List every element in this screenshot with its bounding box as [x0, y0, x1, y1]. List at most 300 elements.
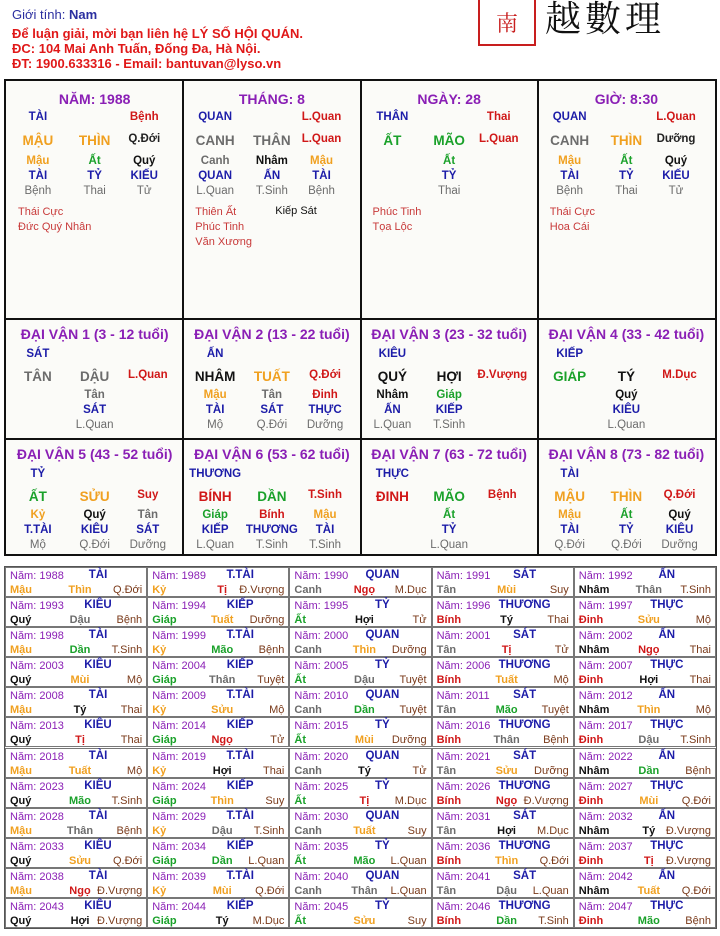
year-chi: Sửu: [211, 704, 234, 717]
luck-period-main: [361, 489, 538, 505]
luck-period-cell: [538, 318, 715, 438]
pillar-cell: [6, 81, 183, 318]
luck-period-phase: Bệnh: [487, 489, 517, 501]
year-star: TỶ: [375, 839, 390, 852]
year-phase: Suy: [265, 794, 285, 807]
year-chi: Dần: [69, 644, 91, 657]
year-label: Năm: 1988: [10, 570, 64, 582]
year-chi: Tý: [215, 914, 229, 927]
year-chi: Mùi: [639, 794, 659, 807]
year-phase: Thai: [120, 704, 143, 717]
pillar-entry: MÃO: [433, 133, 465, 148]
year-phase: Bệnh: [685, 914, 711, 927]
luck-period-star: TÀI: [560, 468, 579, 480]
luck-period-entry: Q.Đới: [79, 539, 110, 551]
luck-period-can: TÂN: [24, 369, 52, 384]
year-can: Kỷ: [152, 764, 167, 777]
year-star: QUAN: [365, 689, 400, 702]
luck-period-phase: Suy: [137, 489, 159, 501]
year-star: THƯƠNG: [498, 599, 551, 612]
year-phase: M.Dục: [394, 794, 427, 807]
year-phase: L.Quan: [390, 884, 427, 897]
luck-period-phase: M.Dục: [662, 369, 697, 381]
luck-period-star: THỰC: [375, 468, 409, 480]
year-phase: Bệnh: [685, 764, 711, 777]
four-pillars-grid: [4, 79, 717, 556]
luck-period-main: [538, 369, 715, 385]
year-label: Năm: 2002: [578, 630, 633, 643]
year-phase: T.Sinh: [253, 824, 285, 837]
pillar-row: [538, 155, 715, 171]
luck-period-chi: TÝ: [617, 369, 635, 384]
year-cell: [432, 808, 574, 838]
pillar-notes: [18, 205, 91, 235]
year-chi: Ngọ: [638, 644, 660, 657]
year-chi: Mùi: [212, 884, 232, 897]
luck-period-entry: Mộ: [29, 539, 46, 551]
year-star: THỰC: [650, 659, 684, 672]
year-phase: Mộ: [553, 674, 569, 687]
year-cell: [432, 657, 574, 687]
pillar-title: THÁNG: 8: [238, 91, 305, 107]
year-chi: Dậu: [69, 614, 91, 627]
year-label: Năm: 1997: [578, 600, 633, 613]
year-cell: [147, 627, 289, 657]
pillar-row: [6, 170, 183, 186]
year-phase: Đ.Vượng: [523, 794, 569, 807]
year-cell: [5, 748, 147, 778]
pillar-entry: Bệnh: [24, 185, 52, 197]
year-chi: Thân: [493, 734, 520, 747]
pillar-entry: THÌN: [610, 133, 643, 148]
year-label: Năm: 2037: [578, 840, 633, 853]
year-cell: [574, 838, 716, 868]
year-cell: [289, 838, 431, 868]
year-chi: Ngọ: [495, 794, 518, 807]
year-star: ẤN: [658, 869, 676, 882]
year-star: TÀI: [88, 629, 108, 642]
pillar-entry: Bệnh: [556, 185, 584, 197]
pillar-row: [6, 111, 183, 127]
pillar-entry: T.Sinh: [255, 185, 288, 197]
year-can: Mậu: [10, 584, 32, 596]
year-can: Quý: [10, 854, 32, 867]
year-label: Năm: 2034: [152, 840, 206, 853]
year-can: Bính: [436, 674, 462, 687]
year-phase: T.Sinh: [680, 584, 711, 596]
pillar-entry: TÀI: [560, 170, 579, 182]
luck-period-entry: L.Quan: [75, 419, 114, 431]
luck-period-entry: THƯƠNG: [245, 524, 298, 536]
year-can: Quý: [10, 794, 32, 807]
pillar-cell: [361, 81, 538, 318]
year-label: Năm: 2027: [578, 780, 633, 793]
luck-period-entry: Q.Đới: [554, 539, 585, 551]
year-star: QUAN: [365, 809, 400, 822]
year-can: Ất: [294, 794, 306, 807]
year-can: Kỷ: [152, 584, 167, 596]
luck-period-entry: L.Quan: [607, 419, 646, 431]
year-cell: [432, 597, 574, 627]
year-star: SÁT: [513, 869, 537, 882]
pillar-entry: Thai: [437, 185, 461, 197]
year-star: QUAN: [365, 629, 400, 642]
year-chi: Ngọ: [69, 884, 91, 897]
year-label: Năm: 2024: [152, 780, 206, 793]
luck-period-row: [6, 419, 183, 435]
year-cell: [574, 687, 716, 717]
luck-period-entry: Quý: [668, 509, 691, 521]
year-can: Kỷ: [152, 884, 167, 897]
year-chi: Thìn: [68, 584, 92, 596]
luck-period-cell: [361, 318, 538, 438]
year-phase: Dưỡng: [391, 644, 427, 657]
luck-period-chi: SỬU: [79, 489, 110, 504]
year-star: TỶ: [375, 659, 390, 672]
year-chi: Mùi: [354, 734, 374, 747]
year-star: THỰC: [650, 779, 684, 792]
pillar-note: Phúc Tinh: [372, 206, 422, 218]
year-phase: Suy: [407, 914, 427, 927]
year-label: Năm: 2001: [436, 630, 491, 643]
year-label: Năm: 2021: [436, 750, 491, 763]
year-cell: [574, 748, 716, 778]
year-can: Tân: [436, 584, 457, 596]
luck-period-title: ĐẠI VẬN 8 (73 - 82 tuổi): [548, 446, 705, 462]
luck-period-entry: Giáp: [202, 509, 228, 521]
luck-period-entry: Dưỡng: [306, 419, 344, 431]
year-chi: Sửu: [495, 764, 518, 777]
luck-period-row: [538, 389, 715, 405]
luck-period-title: ĐẠI VẬN 7 (63 - 72 tuổi): [371, 446, 527, 462]
pillar-row: [361, 133, 538, 149]
year-can: Canh: [294, 644, 322, 657]
year-cell: [289, 868, 431, 898]
year-chi: Dậu: [354, 674, 375, 687]
pillar-row: [183, 170, 360, 186]
pillar-entry: THÂN: [253, 133, 291, 148]
luck-period-chi: TUẤT: [253, 369, 290, 384]
pillar-row: [183, 111, 360, 127]
year-phase: L.Quan: [248, 854, 285, 867]
year-label: Năm: 2045: [294, 900, 349, 913]
pillar-row: [6, 185, 183, 201]
year-cell: [5, 808, 147, 838]
year-phase: Mộ: [126, 764, 143, 777]
luck-period-entry: TÀI: [205, 404, 225, 416]
year-label: Năm: 2012: [578, 690, 633, 703]
year-phase: Đ.Vượng: [665, 854, 711, 867]
pillar-entry: Mậu: [26, 155, 50, 167]
luck-period-row: [361, 524, 538, 540]
year-cell: [574, 808, 716, 838]
year-label: Năm: 2044: [152, 900, 206, 913]
year-cell: [5, 657, 147, 687]
year-can: Quý: [10, 674, 32, 687]
pillar-entry: L.Quan: [196, 185, 234, 197]
year-star: KIÊU: [84, 599, 112, 612]
year-cell: [147, 808, 289, 838]
year-chi: Dần: [354, 704, 375, 717]
pillar-entry: Quý: [133, 155, 156, 167]
year-label: Năm: 1995: [294, 600, 349, 613]
luck-period-row: [183, 509, 360, 525]
year-chi: Sửu: [353, 914, 376, 927]
pillar-entry: TỶ: [619, 170, 634, 182]
year-phase: Tử: [554, 644, 569, 657]
luck-period-row: [538, 539, 715, 555]
year-chi: Thìn: [494, 854, 519, 867]
year-phase: Bệnh: [116, 614, 143, 627]
luck-period-entry: TỶ: [441, 524, 457, 536]
year-cell: [147, 778, 289, 808]
year-label: Năm: 1998: [10, 630, 64, 643]
luck-period-entry: Mậu: [558, 509, 582, 521]
year-cell: [574, 898, 716, 928]
pillar-entry: QUAN: [198, 111, 233, 123]
luck-period-title: ĐẠI VẬN 6 (53 - 62 tuổi): [194, 446, 350, 462]
year-phase: Đ.Vượng: [97, 914, 143, 927]
year-chi: Tuất: [353, 824, 376, 837]
year-label: Năm: 2030: [294, 810, 349, 823]
year-cell: [147, 717, 289, 747]
luck-period-entry: Q.Đới: [611, 539, 642, 551]
year-cell: [147, 748, 289, 778]
pillar-note: Đức Quý Nhân: [18, 221, 92, 233]
year-can: Ất: [294, 734, 306, 747]
luck-period-entry: Mậu: [203, 389, 227, 401]
year-label: Năm: 2004: [152, 660, 206, 673]
luck-period-entry: ẤN: [384, 404, 401, 416]
year-label: Năm: 2008: [10, 690, 64, 703]
year-can: Đinh: [578, 914, 604, 927]
pillar-entry: L.Quan: [301, 111, 342, 123]
year-star: KIẾP: [226, 599, 254, 612]
year-cell: [5, 597, 147, 627]
year-label: Năm: 2005: [294, 660, 349, 673]
year-chi: Dần: [211, 854, 233, 867]
year-star: THỰC: [650, 839, 684, 852]
luck-period-row: [538, 509, 715, 525]
luck-period-star: THƯƠNG: [189, 468, 242, 480]
luck-period-main: [361, 369, 538, 385]
year-star: ẤN: [658, 749, 676, 762]
year-chi: Thân: [351, 884, 378, 897]
luck-period-title: ĐẠI VẬN 5 (43 - 52 tuổi): [16, 446, 173, 462]
year-cell: [289, 808, 431, 838]
luck-period-entry: L.Quan: [430, 539, 468, 551]
year-chi: Tý: [357, 764, 371, 777]
year-star: THỰC: [650, 719, 684, 732]
luck-period-star: SÁT: [26, 348, 50, 360]
year-star: SÁT: [513, 749, 537, 762]
pillar-row: [183, 133, 360, 149]
luck-period-entry: Nhâm: [376, 389, 409, 401]
pillar-row: [6, 133, 183, 149]
pillar-row: [538, 133, 715, 149]
pillar-entry: Canh: [200, 155, 230, 167]
year-chi: Tý: [500, 614, 514, 627]
luck-period-chi: MÃO: [433, 489, 465, 504]
year-cell: [574, 717, 716, 747]
year-star: THỰC: [650, 899, 684, 912]
pillar-entry: KIẾU: [662, 170, 690, 182]
year-phase: Tuyệt: [399, 674, 427, 687]
luck-period-entry: Tân: [261, 389, 283, 401]
year-label: Năm: 1996: [436, 600, 491, 613]
pillar-entry: MẬU: [22, 133, 54, 148]
luck-period-title: ĐẠI VẬN 4 (33 - 42 tuổi): [548, 326, 705, 342]
luck-period-chi: DẬU: [80, 369, 110, 384]
year-phase: T.Sinh: [111, 644, 143, 657]
luck-period-row: [361, 539, 538, 555]
year-can: Mậu: [10, 644, 32, 657]
year-can: Tân: [436, 704, 457, 717]
year-phase: Mộ: [126, 674, 143, 687]
luck-period-row: [538, 419, 715, 435]
year-can: Quý: [10, 914, 32, 927]
pillar-entry: TÀI: [28, 111, 48, 123]
pillar-note: Thái Cực: [18, 206, 64, 218]
year-cell: [574, 868, 716, 898]
pillar-entry: L.Quan: [656, 111, 696, 123]
year-star: T.TÀI: [226, 809, 254, 822]
year-cell: [5, 627, 147, 657]
year-can: Quý: [10, 614, 32, 627]
year-label: Năm: 1990: [294, 570, 349, 582]
year-can: Bính: [436, 854, 462, 867]
year-star: TÀI: [88, 749, 108, 762]
gender-line: Giới tính: Nam: [12, 7, 98, 22]
year-can: Giáp: [152, 854, 177, 867]
luck-period-row: [6, 524, 183, 540]
year-cell: [289, 597, 431, 627]
year-phase: Thai: [689, 674, 711, 687]
year-cell: [147, 868, 289, 898]
year-cell: [574, 627, 716, 657]
year-chi: Hợi: [497, 824, 516, 837]
year-phase: Tử: [270, 734, 285, 747]
year-can: Giáp: [152, 914, 177, 927]
year-star: KIÊU: [84, 659, 112, 672]
year-label: Năm: 1991: [436, 570, 491, 582]
year-phase: Đ.Vượng: [665, 824, 711, 837]
pillar-row: [183, 185, 360, 201]
year-label: Năm: 2040: [294, 870, 349, 883]
luck-period-can: ĐINH: [375, 489, 409, 504]
year-cell: [5, 567, 147, 597]
year-label: Năm: 2041: [436, 870, 491, 883]
year-chi: Thìn: [210, 794, 234, 807]
year-chi: Tị: [217, 584, 228, 596]
luck-period-entry: KIẾP: [435, 404, 463, 416]
year-star: SÁT: [513, 809, 537, 822]
pillar-row: [183, 155, 360, 171]
year-star: THƯƠNG: [498, 899, 551, 912]
year-can: Ất: [294, 854, 306, 867]
year-star: TỶ: [375, 779, 390, 792]
luck-period-row: [538, 524, 715, 540]
year-can: Đinh: [578, 734, 604, 747]
year-phase: Dưỡng: [391, 734, 427, 747]
year-chi: Thìn: [637, 704, 661, 717]
year-star: QUAN: [365, 869, 400, 882]
pillar-note: Thái Cực: [549, 206, 596, 218]
year-chi: Dậu: [638, 734, 660, 747]
year-cell: [432, 687, 574, 717]
year-star: T.TÀI: [226, 629, 254, 642]
year-label: Năm: 2011: [436, 690, 490, 703]
year-chi: Dậu: [496, 884, 517, 897]
pillar-notes: [550, 205, 595, 235]
luck-period-row: [183, 389, 360, 405]
luck-period-cell: [6, 438, 183, 556]
year-label: Năm: 1993: [10, 600, 64, 613]
year-star: SÁT: [513, 629, 537, 642]
year-label: Năm: 2015: [294, 720, 349, 733]
luck-period-can: NHÂM: [194, 369, 236, 384]
luck-period-title: ĐẠI VẬN 1 (3 - 12 tuổi): [20, 326, 169, 342]
year-can: Tân: [436, 884, 457, 897]
year-can: Kỷ: [152, 644, 167, 657]
year-cell: [432, 567, 574, 597]
pillar-entry: Nhâm: [255, 155, 288, 167]
luck-period-entry: KIẾP: [201, 524, 229, 536]
year-chi: Tý: [642, 824, 656, 837]
year-can: Mậu: [10, 764, 32, 777]
luck-period-title: ĐẠI VẬN 2 (13 - 22 tuổi): [194, 326, 350, 342]
year-star: QUAN: [365, 749, 400, 762]
year-chi: Ngọ: [353, 584, 376, 596]
luck-period-can: MẬU: [554, 489, 586, 504]
luck-period-entry: Ất: [443, 509, 456, 521]
year-label: Năm: 2020: [294, 750, 349, 763]
year-can: Nhâm: [578, 644, 610, 657]
luck-period-entry: KIÊU: [612, 404, 641, 416]
year-star: THỰC: [650, 599, 684, 612]
year-star: KIÊU: [84, 719, 112, 732]
pillar-entry: CANH: [195, 133, 235, 148]
year-cell: [432, 898, 574, 928]
year-can: Canh: [294, 824, 322, 837]
pillar-entry: Bệnh: [308, 185, 335, 197]
year-label: Năm: 2009: [152, 690, 206, 703]
pillar-note: Phúc Tinh: [195, 221, 245, 233]
pillar-notes: [373, 205, 422, 235]
luck-period-entry: Giáp: [436, 389, 462, 401]
luck-period-main: [183, 489, 360, 505]
pillar-note: Tọa Lộc: [372, 221, 413, 233]
year-phase: L.Quan: [390, 854, 427, 867]
year-cell: [289, 687, 431, 717]
luck-period-entry: Quý: [83, 509, 106, 521]
luck-period-main: [183, 369, 360, 385]
luck-period-cell: [183, 438, 360, 556]
year-phase: Tuyệt: [257, 674, 285, 687]
luck-period-entry: Ất: [620, 509, 633, 521]
year-label: Năm: 2014: [152, 720, 206, 733]
year-can: Đinh: [578, 614, 604, 627]
pillar-row: [538, 185, 715, 201]
year-phase: Tuyệt: [399, 704, 427, 717]
pillar-entry: Q.Đới: [128, 133, 161, 145]
year-label: Năm: 2003: [10, 660, 64, 673]
year-cell: [147, 657, 289, 687]
year-star: TÀI: [88, 689, 108, 702]
luck-period-entry: TÀI: [560, 524, 579, 536]
luck-period-row: [183, 419, 360, 435]
year-phase: M.Dục: [252, 914, 285, 927]
